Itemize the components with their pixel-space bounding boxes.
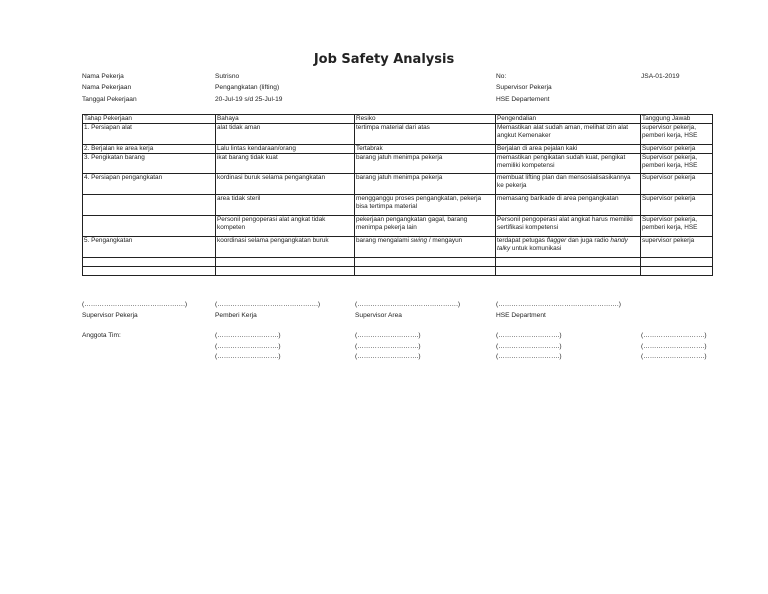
table-row (83, 174, 713, 195)
table-row (83, 216, 713, 237)
signature-line-hse: (……………………………………………….) (496, 301, 621, 308)
table-cell: tertimpa material dari atas (355, 124, 496, 145)
team-signature-line: (……………………….) (215, 353, 281, 360)
table-cell (83, 195, 216, 216)
control-flagger-3: dan juga radio (566, 237, 611, 244)
table-cell: Berjalan di area pejalan kaki (496, 145, 641, 154)
table-row (83, 154, 713, 174)
table-cell: Supervisor pekerja, pemberi kerja, HSE (641, 216, 713, 237)
table-cell: Tertabrak (355, 145, 496, 154)
table-cell: alat tidak aman (216, 124, 355, 145)
control-flagger-5: untuk komunikasi (510, 244, 562, 252)
header-right-line-2: Supervisor Pekerja (496, 84, 552, 91)
table-cell (496, 267, 641, 276)
worker-name-label: Nama Pekerja (82, 73, 124, 80)
table-header: Tanggung Jawab (641, 115, 713, 124)
risk-swing-prefix: barang mengalami (356, 237, 411, 244)
team-signature-line: (……………………….) (641, 343, 707, 350)
table-header: Resiko (355, 115, 496, 124)
table-cell: supervisor pekerja, pemberi kerja, HSE (641, 124, 713, 145)
table-row (83, 267, 713, 276)
table-cell (496, 237, 641, 258)
job-name-value: Pengangkatan (lifting) (215, 84, 280, 91)
table-cell: mengganggu proses pengangkatan, pekerja bisa tertimpa material (355, 195, 496, 216)
doc-number-value: JSA-01-2019 (641, 73, 680, 80)
team-signature-line: (……………………….) (496, 353, 562, 360)
table-row (83, 258, 713, 267)
table-header: Tahap Pekerjaan (83, 115, 216, 124)
table-cell (641, 258, 713, 267)
header-right-line-3: HSE Departement (496, 96, 550, 103)
signature-line-pemberi-kerja: (……………………………………….) (215, 301, 321, 308)
control-flagger-4: handy talky (497, 237, 628, 252)
table-cell (83, 258, 216, 267)
table-cell: 4. Persiapan pengangkatan (83, 174, 216, 195)
team-signature-line: (……………………….) (641, 353, 707, 360)
table-row (83, 195, 713, 216)
table-cell: Supervisor pekerja, pemberi kerja, HSE (641, 154, 713, 174)
control-flagger-2: flagger (546, 237, 567, 244)
jsa-table (82, 114, 713, 276)
table-header: Pengendalian (496, 115, 641, 124)
table-cell (355, 267, 496, 276)
signature-line-supervisor-area: (……………………………………….) (355, 301, 461, 308)
table-cell: Supervisor pekerja (641, 174, 713, 195)
table-cell: Supervisor pekerja (641, 145, 713, 154)
team-signature-line: (……………………….) (355, 353, 421, 360)
table-cell: supervisor pekerja (641, 237, 713, 258)
team-signature-line: (……………………….) (215, 332, 281, 339)
table-cell: 5. Pengangkatan (83, 237, 216, 258)
table-cell: pekerjaan pengangkatan gagal, barang menimpa pekerja lain (355, 216, 496, 237)
table-cell: 1. Persiapan alat (83, 124, 216, 145)
signature-role-supervisor-area: Supervisor Area (355, 312, 402, 319)
table-cell: Personil pengoperasi alat angkat tidak kompeten (216, 216, 355, 237)
table-row (83, 124, 713, 145)
table-cell: Lalu lintas kendaraan/orang (216, 145, 355, 154)
signature-role-pemberi-kerja: Pemberi Kerja (215, 312, 257, 319)
table-cell (216, 258, 355, 267)
job-date-label: Tanggal Pekerjaan (82, 96, 137, 103)
table-cell (83, 267, 216, 276)
doc-number-label: No: (496, 73, 507, 80)
table-cell (641, 267, 713, 276)
team-signature-line: (……………………….) (496, 343, 562, 350)
table-cell (83, 216, 216, 237)
team-signature-line: (……………………….) (355, 343, 421, 350)
risk-swing-italic: swing (410, 237, 428, 244)
table-cell (216, 267, 355, 276)
team-signature-line: (……………………….) (355, 332, 421, 339)
table-cell: Personil pengoperasi alat angkat harus memiliki sertifikasi kompetensi (496, 216, 641, 237)
table-cell: barang jatuh menimpa pekerja (355, 154, 496, 174)
table-header: Bahaya (216, 115, 355, 124)
team-signature-line: (……………………….) (496, 332, 562, 339)
table-cell: 3. Pengikatan barang (83, 154, 216, 174)
table-row (83, 145, 713, 154)
table-cell (355, 237, 496, 258)
signature-line-supervisor-pekerja: (……………………………………….) (82, 301, 188, 308)
page-title: Job Safety Analysis (313, 52, 455, 67)
table-cell: barang jatuh menimpa pekerja (355, 174, 496, 195)
table-cell: membuat lifting plan dan mensosialisasikannya ke pekerja (496, 174, 641, 195)
worker-name-value: Sutrisno (215, 73, 240, 80)
signature-role-supervisor-pekerja: Supervisor Pekerja (82, 312, 138, 319)
control-flagger-1: terdapat petugas (497, 237, 547, 244)
team-signature-line: (……………………….) (215, 343, 281, 350)
table-row (83, 237, 713, 258)
table-cell: memastikan pengikatan sudah kuat, pengikat memiliki kompetensi (496, 154, 641, 174)
table-cell (355, 258, 496, 267)
job-name-label: Nama Pekerjaan (82, 84, 132, 91)
job-date-value: 20-Jul-19 s/d 25-Jul-19 (215, 96, 283, 103)
table-cell (496, 258, 641, 267)
table-cell: Memastikan alat sudah aman, melihat izin alat angkut Kemenaker (496, 124, 641, 145)
table-cell: ikat barang tidak kuat (216, 154, 355, 174)
risk-swing-suffix: / mengayun (427, 237, 463, 244)
table-cell: 2. Berjalan ke area kerja (83, 145, 216, 154)
table-cell: koordinasi selama pengangkatan buruk (216, 237, 355, 258)
table-cell: kordinasi buruk selama pengangkatan (216, 174, 355, 195)
table-cell: memasang barikade di area pengangkatan (496, 195, 641, 216)
team-label: Anggota Tim: (82, 332, 121, 339)
signature-role-hse: HSE Department (496, 312, 546, 319)
table-cell: area tidak steril (216, 195, 355, 216)
table-cell: Supervisor pekerja (641, 195, 713, 216)
team-signature-line: (……………………….) (641, 332, 707, 339)
table-header-row (83, 115, 713, 124)
